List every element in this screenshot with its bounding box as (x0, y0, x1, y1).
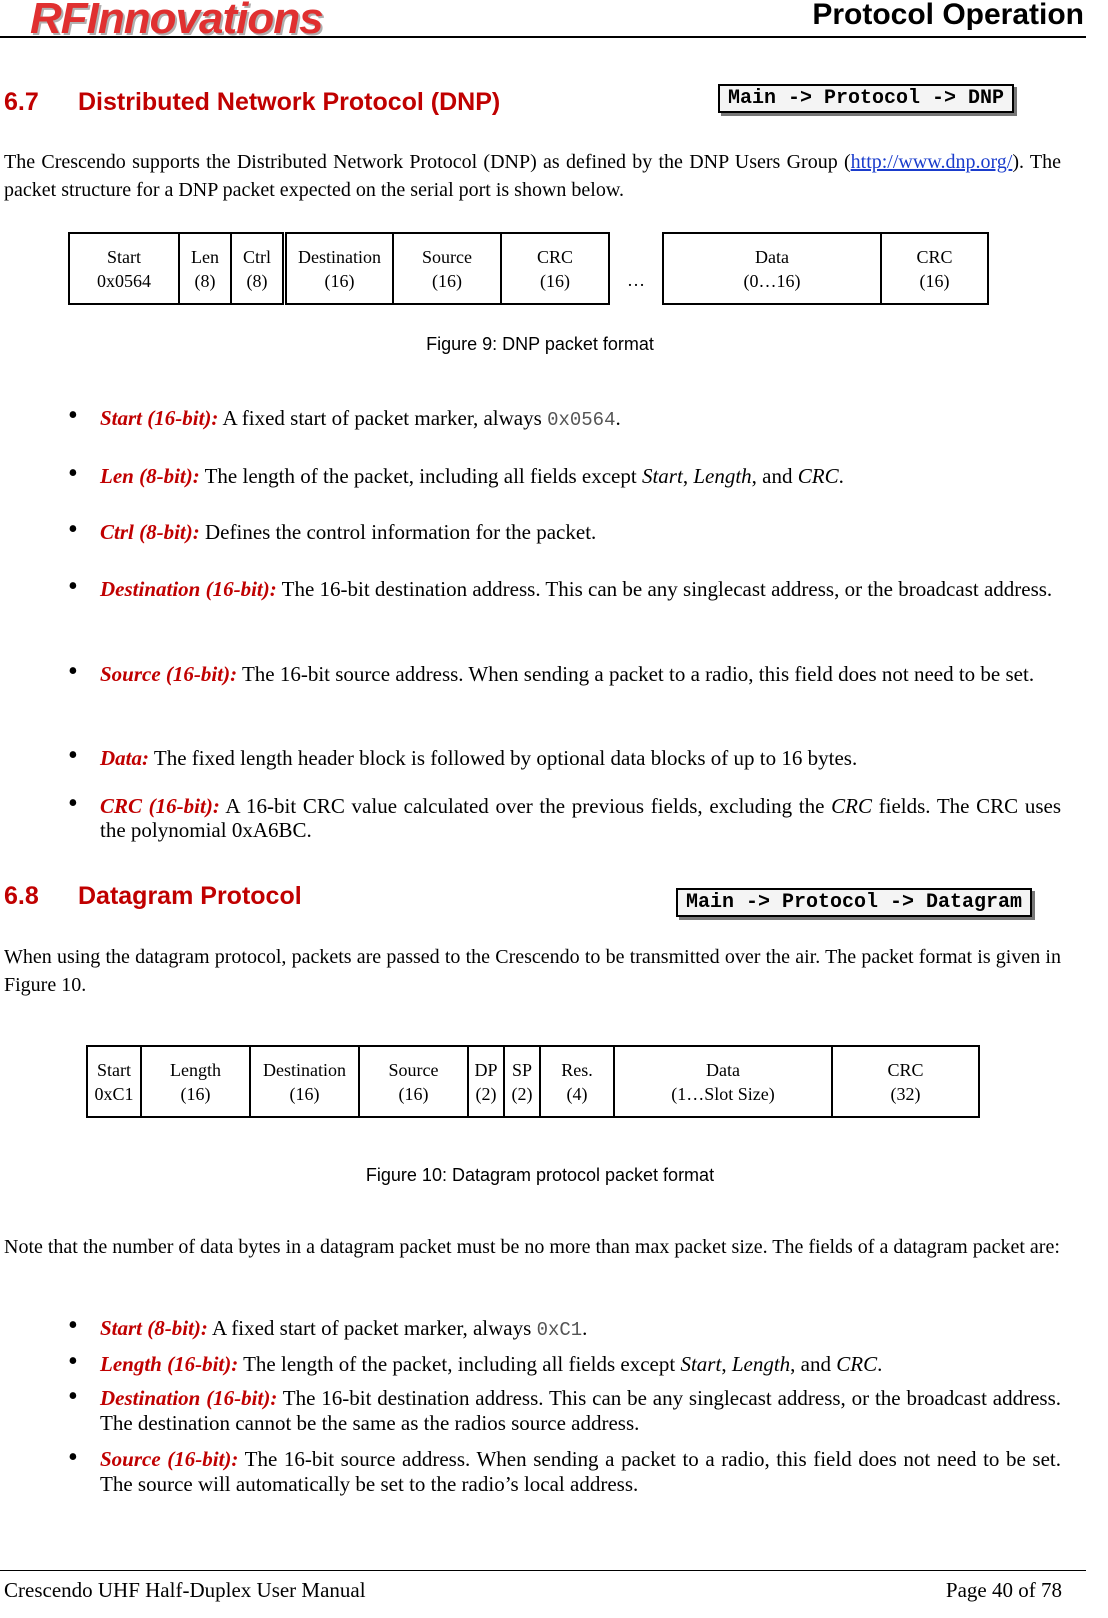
dg-field-dp: DP (2) (468, 1046, 504, 1117)
dg-field-sp: SP (2) (504, 1046, 540, 1117)
section-number-dnp: 6.7 (4, 88, 39, 116)
dnp-field-start: Start 0x0564 (69, 233, 179, 304)
dnp-field-crc2: CRC (16) (881, 233, 988, 304)
footer-rule (0, 1570, 1086, 1571)
footer-document-title: Crescendo UHF Half-Duplex User Manual (4, 1578, 366, 1602)
header-title: Protocol Operation (812, 0, 1084, 31)
dg-field-length: Length (16) (141, 1046, 250, 1117)
datagram-intro: When using the datagram protocol, packets are passed to the Crescendo to be transmitted over the air. The packet format is given in Figure 10. (4, 946, 1061, 996)
dnp-field-source: Source (16) (393, 233, 501, 304)
footer-page-number: Page 40 of 78 (945, 1578, 1062, 1602)
dnp-ellipsis: … (627, 269, 645, 290)
menu-path-dnp: Main -> Protocol -> DNP (718, 84, 1014, 113)
dnp-packet-table (68, 232, 989, 305)
header-rule (0, 36, 1086, 38)
section-heading-datagram: Datagram Protocol (78, 882, 302, 910)
datagram-packet-table (86, 1045, 980, 1118)
dg-field-destination: Destination (16) (250, 1046, 359, 1117)
dnp-field-len: Len (8) (179, 233, 231, 304)
dnp-field-ctrl: Ctrl (8) (231, 233, 285, 304)
dnp-intro: The Crescendo supports the Distributed Network Protocol (DNP) as defined by the DNP Users Group (http://www.dnp.org/). The packet structure for a DNP packet expected on the serial port is shown below. (4, 151, 1061, 201)
dnp-field-data: Data (0…16) (663, 233, 881, 304)
dnp-field-crc: CRC (16) (501, 233, 609, 304)
menu-path-datagram: Main -> Protocol -> Datagram (676, 888, 1032, 917)
dg-field-res: Res. (4) (540, 1046, 614, 1117)
figure-10-caption: Figure 10: Datagram protocol packet format (365, 1165, 715, 1185)
dg-field-start: Start 0xC1 (87, 1046, 141, 1117)
dg-field-data: Data (1…Slot Size) (614, 1046, 832, 1117)
dg-field-source: Source (16) (359, 1046, 468, 1117)
company-logo: RFInnovations (30, 0, 323, 43)
section-heading-dnp: Distributed Network Protocol (DNP) (78, 88, 501, 116)
section-number-datagram: 6.8 (4, 882, 39, 910)
datagram-note: Note that the number of data bytes in a datagram packet must be no more than max packet size. The fields of a datagram packet are: (4, 1236, 1060, 1258)
figure-9-caption: Figure 9: DNP packet format (426, 334, 654, 354)
dnp-link[interactable]: http://www.dnp.org/ (850, 151, 1013, 173)
dg-field-crc: CRC (32) (832, 1046, 979, 1117)
dnp-field-destination: Destination (16) (285, 233, 394, 304)
